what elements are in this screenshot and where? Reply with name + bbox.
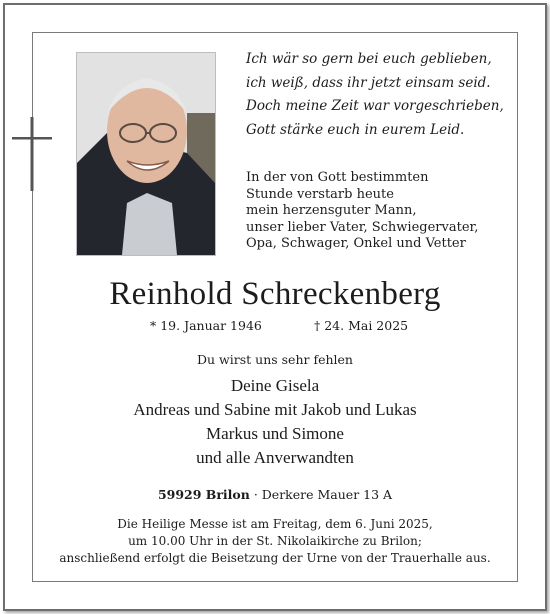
service-line: Die Heilige Messe ist am Freitag, dem 6. Juni 2025, bbox=[117, 517, 433, 531]
announcement-line: Opa, Schwager, Onkel und Vetter bbox=[246, 236, 466, 251]
cross-icon bbox=[12, 117, 52, 191]
address-city: 59929 Brilon bbox=[157, 487, 250, 502]
service-info bbox=[0, 516, 550, 567]
poem-line: Gott stärke euch in eurem Leid. bbox=[246, 121, 465, 138]
announcement-line: unser lieber Vater, Schwiegervater, bbox=[246, 219, 479, 235]
poem-line: Ich wär so gern bei euch geblieben, bbox=[246, 51, 492, 67]
service-line: anschließend erfolgt die Beisetzung der Urne von der Trauerhalle aus. bbox=[59, 551, 491, 565]
deceased-name: Reinhold Schreckenberg bbox=[109, 276, 441, 312]
birth-date: * 19. Januar 1946 bbox=[150, 318, 262, 333]
announcement-line: Stunde verstarb heute bbox=[246, 186, 394, 202]
family-line: Deine Gisela bbox=[230, 376, 320, 395]
announcement-line: mein herzensguter Mann, bbox=[246, 203, 417, 218]
address-separator: · bbox=[249, 487, 262, 502]
poem bbox=[246, 48, 526, 142]
announcement-line: In der von Gott bestimmten bbox=[246, 170, 429, 185]
family-line: und alle Anverwandten bbox=[196, 448, 354, 467]
address-street: Derkere Mauer 13 A bbox=[261, 487, 393, 502]
death-date: † 24. Mai 2025 bbox=[314, 318, 409, 333]
poem-line: Doch meine Zeit war vorgeschrieben, bbox=[246, 98, 504, 114]
family-list bbox=[0, 374, 550, 470]
portrait-photo bbox=[76, 52, 216, 256]
family-line: Andreas und Sabine mit Jakob und Lukas bbox=[133, 400, 417, 419]
family-line: Markus und Simone bbox=[206, 424, 344, 443]
address bbox=[0, 487, 550, 502]
service-line: um 10.00 Uhr in der St. Nikolaikirche zu Brilon; bbox=[128, 534, 422, 548]
farewell-line: Du wirst uns sehr fehlen bbox=[197, 352, 353, 367]
poem-line: ich weiß, dass ihr jetzt einsam seid. bbox=[246, 74, 491, 91]
announcement bbox=[246, 170, 526, 253]
